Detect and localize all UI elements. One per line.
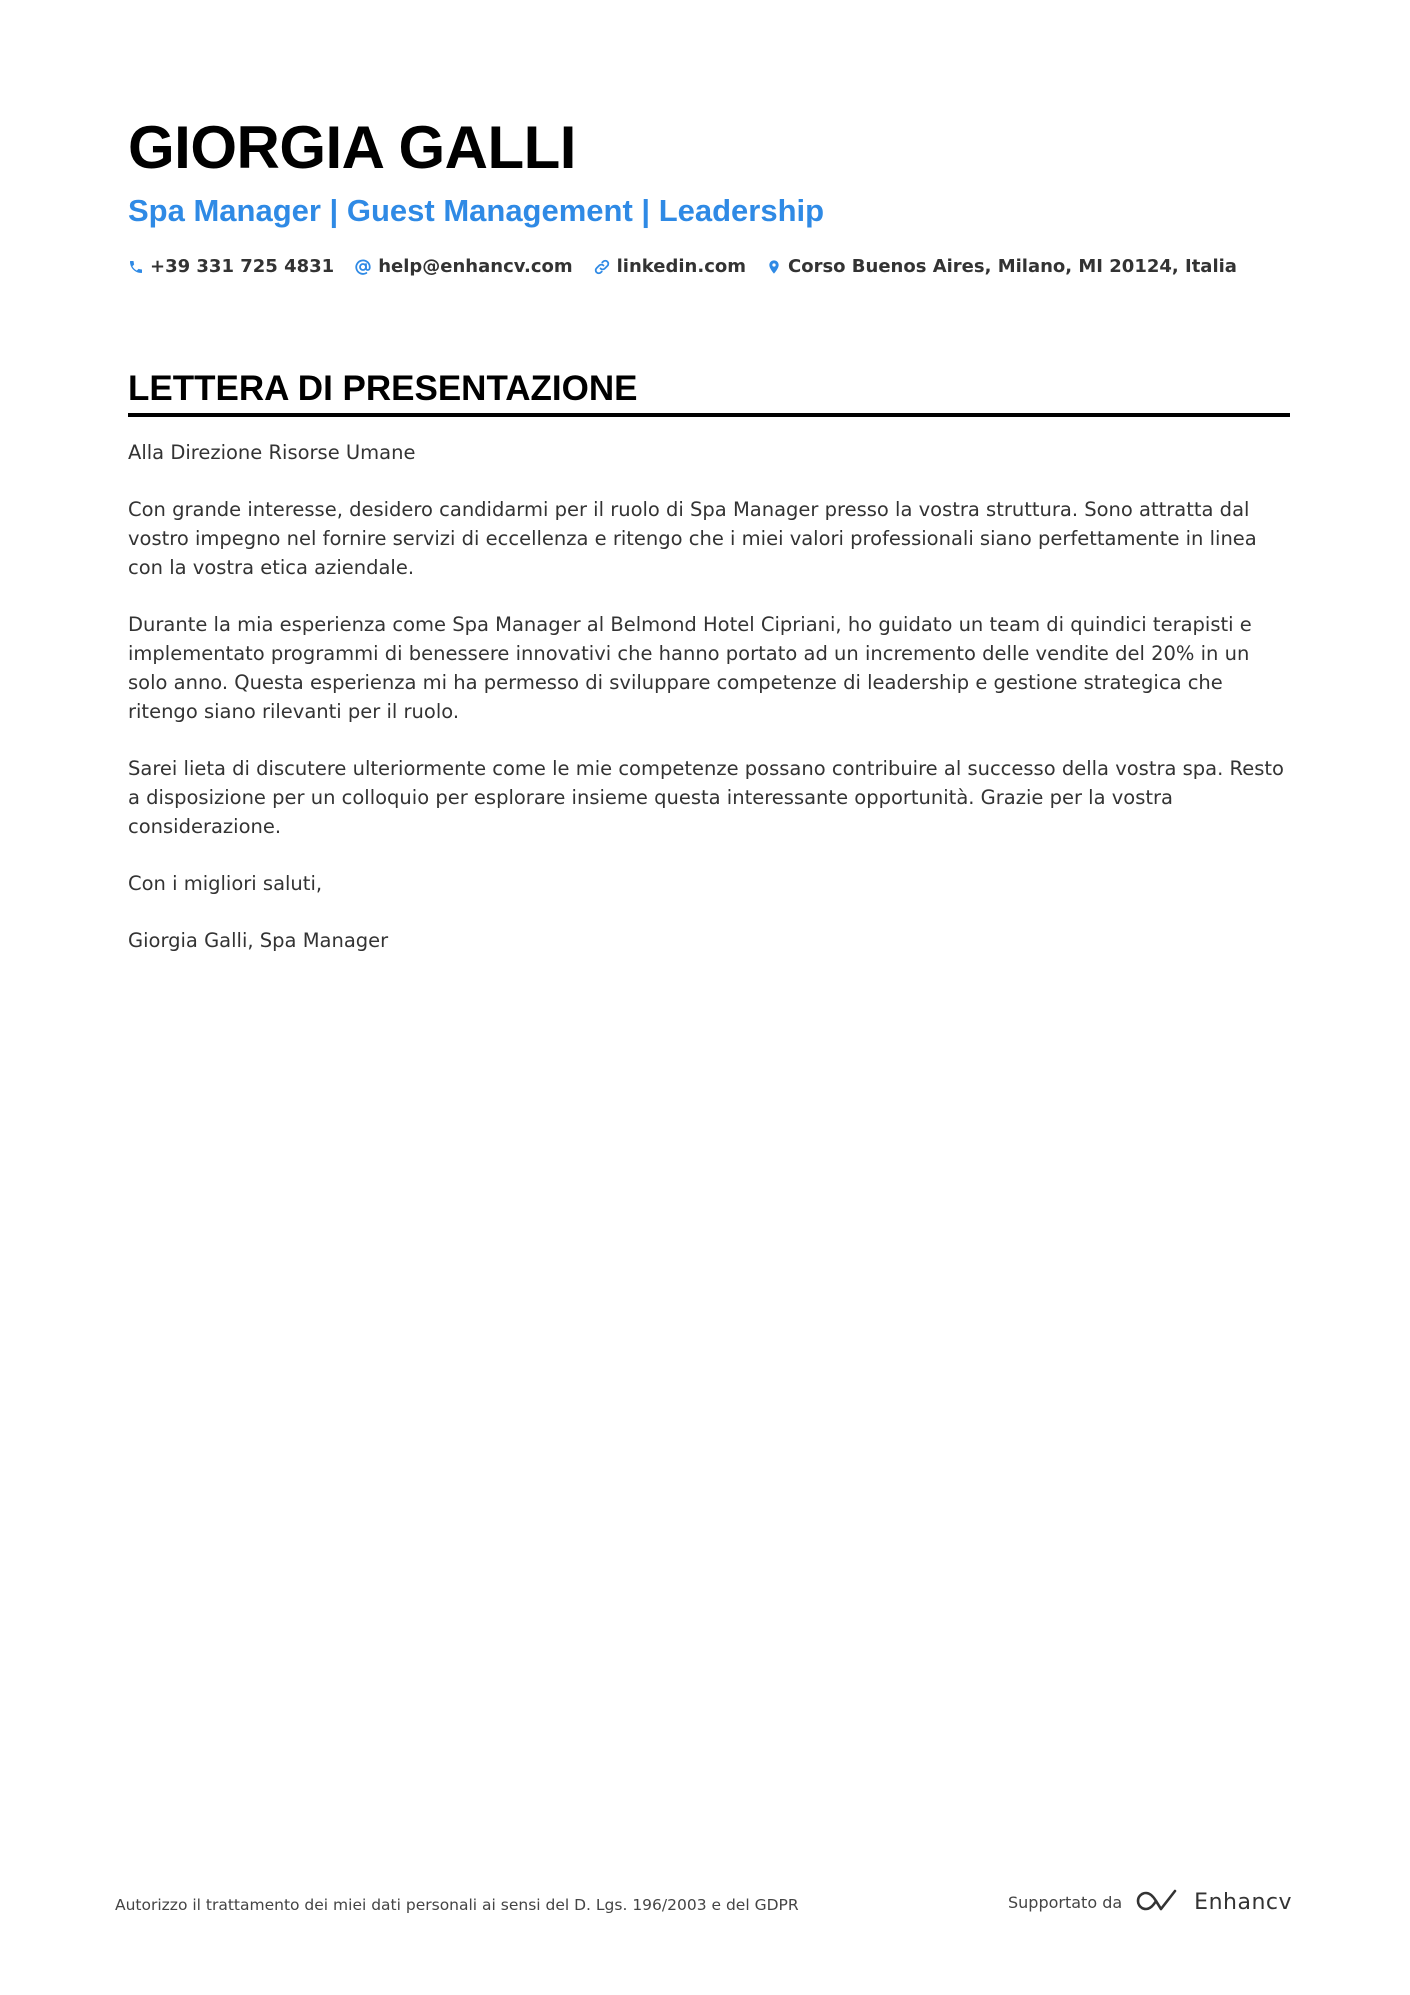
candidate-headline: Spa Manager | Guest Management | Leadership — [128, 193, 825, 228]
section-title: LETTERA DI PRESENTAZIONE — [128, 365, 1290, 417]
supported-by-label: Supportato da — [1008, 1893, 1123, 1912]
letter-paragraph: Durante la mia esperienza come Spa Manager al Belmond Hotel Cipriani, ho guidato un team di quindici terapisti e implementato programmi di benessere innovativi che hanno portato ad un incremento delle vendite del 20% in un solo anno. Questa esperienza mi ha permesso di sviluppare competenze di leadership e gestione strategica che ritengo siano rilevanti per il ruolo. — [128, 613, 1252, 723]
letter-closing: Con i migliori saluti, — [128, 872, 323, 895]
contact-phone[interactable] — [128, 252, 334, 282]
footer-brand[interactable] — [1008, 1887, 1292, 1919]
contact-phone-text: +39 331 725 4831 — [150, 256, 335, 277]
candidate-name: GIORGIA GALLI — [128, 114, 576, 181]
footer-consent: Autorizzo il trattamento dei miei dati personali ai sensi del D. Lgs. 196/2003 e del GDPR — [115, 1896, 799, 1914]
link-icon — [593, 258, 611, 276]
contact-linkedin[interactable] — [593, 252, 746, 282]
contact-address — [766, 252, 1237, 282]
contact-address-text: Corso Buenos Aires, Milano, MI 20124, Italia — [788, 256, 1237, 277]
contact-email-text: help@enhancv.com — [378, 256, 573, 277]
enhancv-logo-icon — [1134, 1887, 1182, 1919]
at-icon — [354, 258, 372, 276]
letter-body — [128, 438, 1290, 983]
letter-paragraph: Sarei lieta di discutere ulteriormente come le mie competenze possano contribuire al successo della vostra spa. Resto a disposizione per un colloquio per esplorare insieme questa interessante opportunità. Grazie per la vostra considerazione. — [128, 757, 1284, 838]
location-pin-icon — [766, 258, 782, 276]
brand-name: Enhancv — [1194, 1890, 1292, 1915]
letter-paragraph: Con grande interesse, desidero candidarmi per il ruolo di Spa Manager presso la vostra struttura. Sono attratta dal vostro impegno nel fornire servizi di eccellenza e ritengo che i miei valori professionali siano perfettamente in linea con la vostra etica aziendale. — [128, 498, 1257, 579]
letter-signature: Giorgia Galli, Spa Manager — [128, 929, 389, 952]
letter-greeting: Alla Direzione Risorse Umane — [128, 441, 416, 464]
phone-icon — [128, 259, 144, 275]
contact-linkedin-text: linkedin.com — [616, 256, 746, 277]
contact-bar — [128, 252, 1237, 282]
contact-email[interactable] — [354, 252, 572, 282]
